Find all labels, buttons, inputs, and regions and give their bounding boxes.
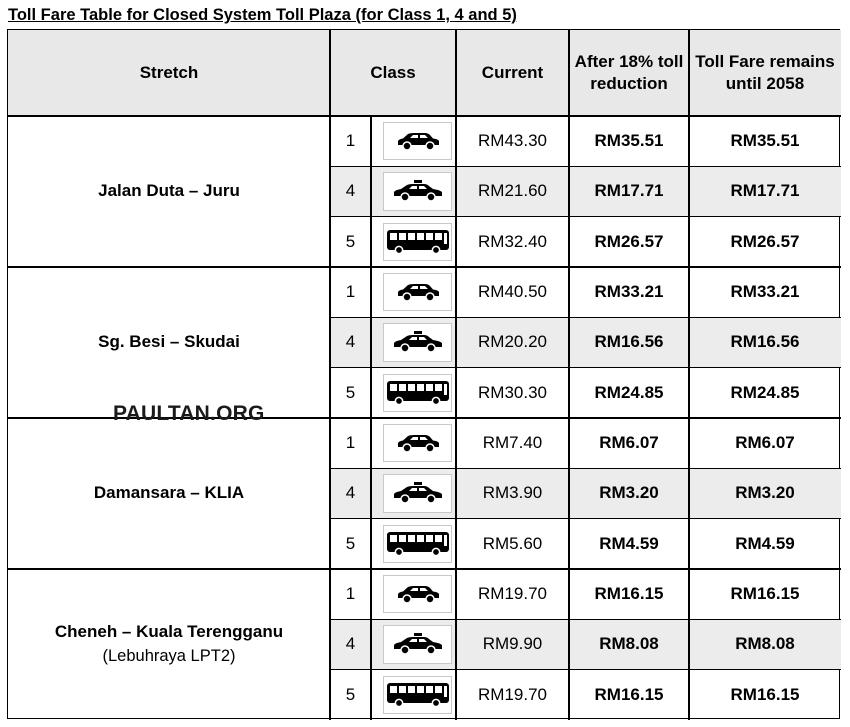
fare-current: RM30.30: [478, 382, 547, 402]
stretch-name-cell: [8, 267, 330, 418]
bus-icon: [383, 676, 452, 714]
fare-current: RM20.20: [456, 317, 569, 367]
vehicle-icon-cell: [371, 368, 456, 418]
vehicle-icon-cell: [371, 619, 456, 669]
stretch-name: Cheneh – Kuala Terengganu: [54, 622, 284, 642]
grid-line: [330, 317, 841, 318]
vehicle-icon-cell: [371, 418, 456, 468]
fare-remains: RM3.20: [689, 468, 841, 518]
fare-current: RM40.50: [478, 282, 547, 302]
stretch-name-cell: [8, 116, 330, 267]
header-current: Current: [456, 30, 569, 116]
car-icon: [383, 424, 452, 462]
grid-line: [330, 367, 841, 368]
fare-current: RM5.60: [482, 533, 543, 553]
class-number: 4: [330, 619, 371, 669]
fare-after-reduction: RM35.51: [594, 131, 664, 151]
fare-after-reduction: RM16.15: [594, 684, 664, 704]
stretch-name: Damansara – KLIA: [93, 483, 245, 503]
grid-line: [329, 30, 330, 720]
class-number: 1: [345, 282, 356, 302]
vehicle-icon-cell: [371, 468, 456, 518]
fare-current: RM21.60: [456, 166, 569, 216]
vehicle-icon-cell: [371, 267, 456, 317]
fare-remains: RM16.56: [689, 317, 841, 367]
fare-after-reduction: RM16.56: [569, 317, 689, 367]
vehicle-icon-cell: [371, 569, 456, 619]
header-stretch: Stretch: [8, 30, 330, 116]
bus-icon: [383, 223, 452, 261]
fare-after-reduction: RM6.07: [599, 433, 659, 453]
table-title: Toll Fare Table for Closed System Toll Plaza (for Class 1, 4 and 5): [8, 6, 517, 24]
fare-after-reduction: RM24.85: [594, 382, 664, 402]
bus-icon: [383, 525, 452, 563]
header-class: Class: [330, 30, 456, 116]
grid-line: [8, 266, 841, 267]
car-icon: [383, 575, 452, 613]
toll-fare-table: [7, 29, 840, 719]
grid-line: [330, 619, 841, 620]
fare-current: RM3.90: [456, 468, 569, 518]
bus-icon: [383, 374, 452, 412]
class-number: 5: [345, 382, 356, 402]
fare-remains: RM6.07: [735, 433, 795, 453]
fare-after-reduction: RM4.59: [599, 533, 659, 553]
fare-current: RM9.90: [456, 619, 569, 669]
grid-line: [330, 518, 841, 519]
car-icon: [383, 122, 452, 160]
grid-line: [455, 30, 456, 720]
fare-current: RM32.40: [478, 231, 547, 251]
fare-current: RM19.70: [478, 684, 547, 704]
class-number: 4: [330, 468, 371, 518]
grid-line: [8, 568, 841, 569]
taxi-icon: [383, 474, 452, 512]
header-remains-until: Toll Fare remains until 2058: [689, 30, 841, 116]
class-number: 5: [345, 533, 356, 553]
stretch-name: Sg. Besi – Skudai: [98, 332, 240, 352]
watermark: PAULTAN.ORG: [113, 402, 265, 425]
fare-current: RM7.40: [482, 433, 543, 453]
fare-after-reduction: RM26.57: [594, 231, 664, 251]
class-number: 4: [330, 317, 371, 367]
stretch-name: Jalan Duta – Juru: [98, 181, 240, 201]
fare-remains: RM17.71: [689, 166, 841, 216]
vehicle-icon-cell: [371, 217, 456, 267]
fare-remains: RM8.08: [689, 619, 841, 669]
taxi-icon: [383, 625, 452, 663]
fare-remains: RM35.51: [730, 131, 800, 151]
fare-after-reduction: RM17.71: [569, 166, 689, 216]
taxi-icon: [383, 172, 452, 210]
stretch-name-cell: [8, 418, 330, 569]
fare-current: RM19.70: [478, 584, 547, 604]
class-number: 1: [345, 584, 356, 604]
class-number: 1: [345, 131, 356, 151]
fare-remains: RM16.15: [730, 584, 800, 604]
header-after-reduction: After 18% toll reduction: [569, 30, 689, 116]
class-number: 5: [345, 684, 356, 704]
car-icon: [383, 273, 452, 311]
fare-after-reduction: RM3.20: [569, 468, 689, 518]
fare-remains: RM24.85: [730, 382, 800, 402]
grid-line: [330, 669, 841, 670]
vehicle-icon-cell: [371, 116, 456, 166]
grid-line: [8, 115, 841, 116]
fare-remains: RM4.59: [735, 533, 795, 553]
stretch-name-cell: [8, 569, 330, 720]
fare-current: RM43.30: [478, 131, 547, 151]
class-number: 1: [345, 433, 356, 453]
vehicle-icon-cell: [371, 317, 456, 367]
fare-remains: RM26.57: [730, 231, 800, 251]
stretch-subtitle: (Lebuhraya LPT2): [102, 647, 236, 666]
grid-line: [688, 30, 689, 720]
fare-after-reduction: RM16.15: [594, 584, 664, 604]
class-number: 4: [330, 166, 371, 216]
taxi-icon: [383, 323, 452, 361]
vehicle-icon-cell: [371, 670, 456, 720]
grid-line: [330, 216, 841, 217]
grid-line: [330, 166, 841, 167]
grid-line: [568, 30, 569, 720]
fare-remains: RM33.21: [730, 282, 800, 302]
grid-line: [330, 468, 841, 469]
fare-after-reduction: RM8.08: [569, 619, 689, 669]
class-number: 5: [345, 231, 356, 251]
fare-remains: RM16.15: [730, 684, 800, 704]
vehicle-icon-cell: [371, 166, 456, 216]
fare-after-reduction: RM33.21: [594, 282, 664, 302]
vehicle-icon-cell: [371, 519, 456, 569]
